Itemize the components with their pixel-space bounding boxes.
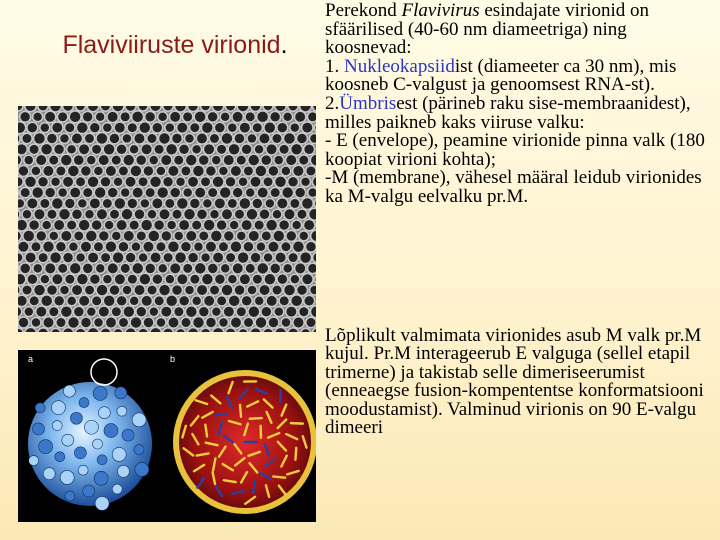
- title-dot: .: [280, 31, 288, 59]
- electron-micrograph-image: [18, 106, 316, 332]
- envelope-term: Ümbris: [339, 92, 397, 114]
- item1-rest: ist (diameeter ca 30 nm), mis koosneb C-valgust ja genoomsest RNA-st).: [325, 55, 677, 96]
- title-text: Flaviviiruste virionid: [62, 31, 281, 59]
- intro-pre: Perekond: [325, 0, 402, 21]
- highlight-circle: [91, 359, 117, 385]
- virion-description: [325, 2, 717, 207]
- nucleocapsid-item: [325, 55, 717, 96]
- maturation-paragraph: Lõplikult valmimata virionides asub M valk pr.M kujul. Pr.M interageerub E valguga (sellel etapil trimerne) ja takistab selle dimeriseerumist (enneaegse fusion-kompententse konformatsiooni moodustamist). Valminud virionis on 90 E-valgu dimeeri: [325, 325, 704, 439]
- virion-models-image: [18, 350, 316, 522]
- model-a-label: a: [28, 354, 34, 364]
- envelope-item: [325, 92, 717, 133]
- e-protein-item: - E (envelope), peamine virionide pinna valk (180 koopiat virioni kohta);: [325, 130, 705, 170]
- slide-title: [40, 30, 310, 61]
- item2-rest: est (pärineb raku sise-membraanidest), milles paikneb kaks viiruse valku:: [325, 92, 691, 133]
- genus-name: Flavivirus: [401, 0, 480, 21]
- nucleocapsid-term: Nukleokapsiid: [344, 55, 455, 77]
- item2-number: 2.: [325, 92, 340, 114]
- intro-post: esindajate virionid on sfäärilised (40-60 nm diameetriga) ning koosnevad:: [325, 0, 650, 59]
- maturation-description: [325, 327, 717, 437]
- intro-paragraph: [325, 2, 717, 58]
- model-b-label: b: [170, 354, 176, 364]
- m-protein-item: -M (membrane), vähesel määral leidub virionides ka M-valgu eelvalku pr.M.: [325, 167, 702, 207]
- item1-number: 1.: [325, 55, 344, 77]
